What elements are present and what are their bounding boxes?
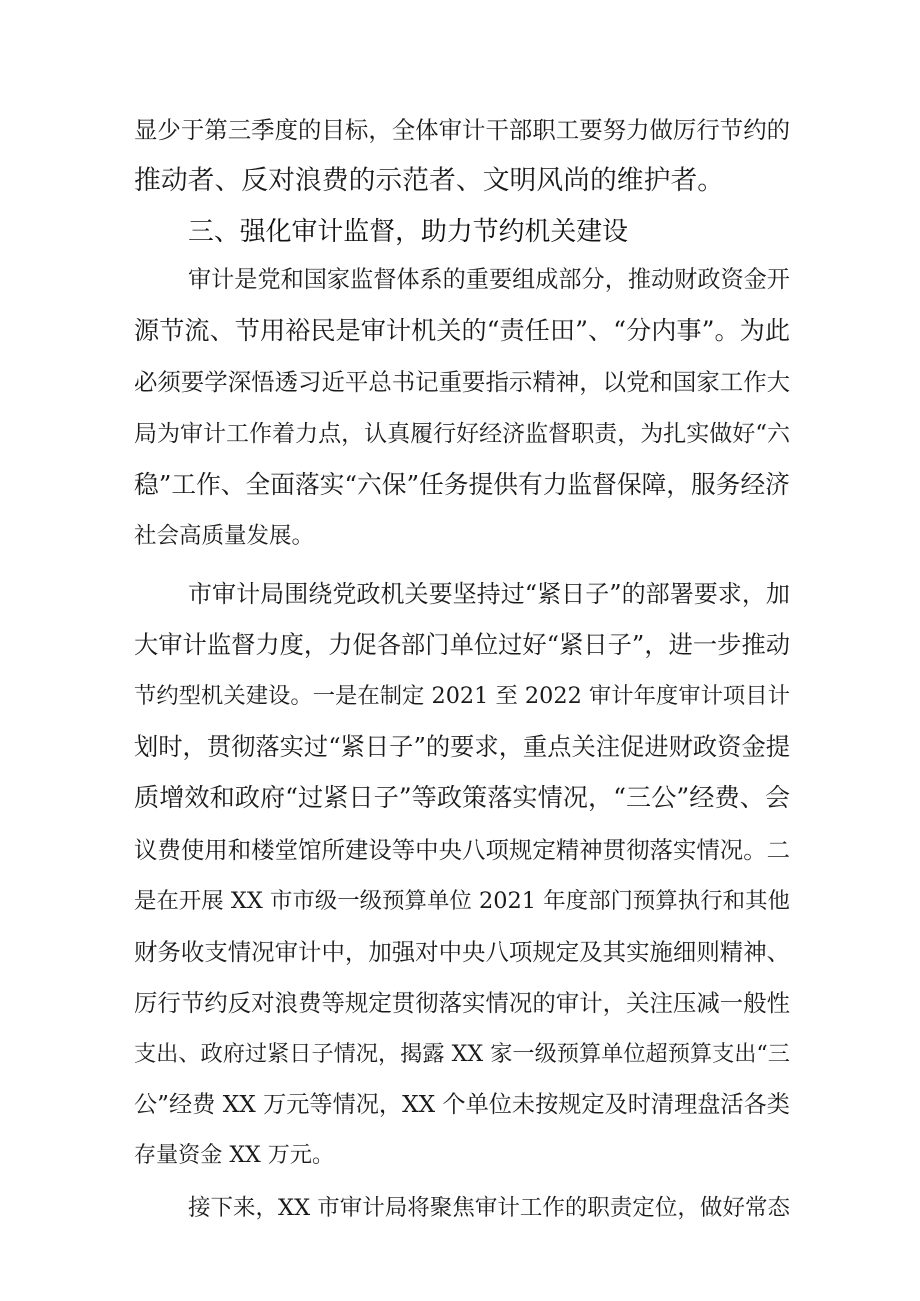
text-line: 节约型机关建设。一是在制定 2021 至 2022 审计年度审计项目计 (134, 683, 790, 709)
text-line: 大审计监督力度，力促各部门单位过好“紧日子”，进一步推动 (134, 630, 790, 659)
text-line: 存量资金 XX 万元。 (134, 1143, 335, 1168)
text-line: 社会高质量发展。 (134, 523, 315, 549)
text-line: 源节流、节用裕民是审计机关的“责任田”、“分内事”。为此 (134, 316, 791, 345)
section-heading: 三、强化审计监督，助力节约机关建设 (188, 217, 629, 247)
text-line: 市审计局围绕党政机关要坚持过“紧日子”的部署要求，加 (188, 580, 790, 608)
text-line: 质增效和政府“过紧日子”等政策落实情况，“三公”经费、会 (134, 783, 791, 812)
text-line: 推动者、反对浪费的示范者、文明风尚的维护者。 (134, 165, 725, 196)
text-line: 必须要学深悟透习近平总书记重要指示精神，以党和国家工作大 (134, 368, 791, 396)
text-line: 是在开展 XX 市市级一级预算单位 2021 年度部门预算执行和其他 (134, 888, 790, 914)
text-line: 议费使用和楼堂馆所建设等中央八项规定精神贯彻落实情况。二 (134, 836, 791, 864)
text-line: 显少于第三季度的目标，全体审计干部职工要努力做厉行节约的 (134, 116, 791, 144)
text-line: 支出、政府过紧日子情况，揭露 XX 家一级预算单位超预算支出“三 (134, 1041, 790, 1067)
text-line: 财务收支情况审计中，加强对中央八项规定及其实施细则精神、 (134, 938, 791, 966)
text-line: 稳”工作、全面落实“六保”任务提供有力监督保障，服务经济 (134, 470, 790, 499)
text-line: 划时，贯彻落实过“紧日子”的要求，重点关注促进财政资金提 (134, 732, 790, 761)
text-line: 审计是党和国家监督体系的重要组成部分，推动财政资金开 (188, 267, 790, 293)
text-line: 公”经费 XX 万元等情况，XX 个单位未按规定及时清理盘活各类 (134, 1091, 790, 1118)
text-line: 局为审计工作着力点，认真履行好经济监督职责，为扎实做好“六 (134, 421, 791, 447)
text-line: 厉行节约反对浪费等规定贯彻落实情况的审计，关注压减一般性 (134, 989, 791, 1017)
text-line: 接下来，XX 市审计局将聚焦审计工作的职责定位，做好常态 (188, 1195, 790, 1221)
